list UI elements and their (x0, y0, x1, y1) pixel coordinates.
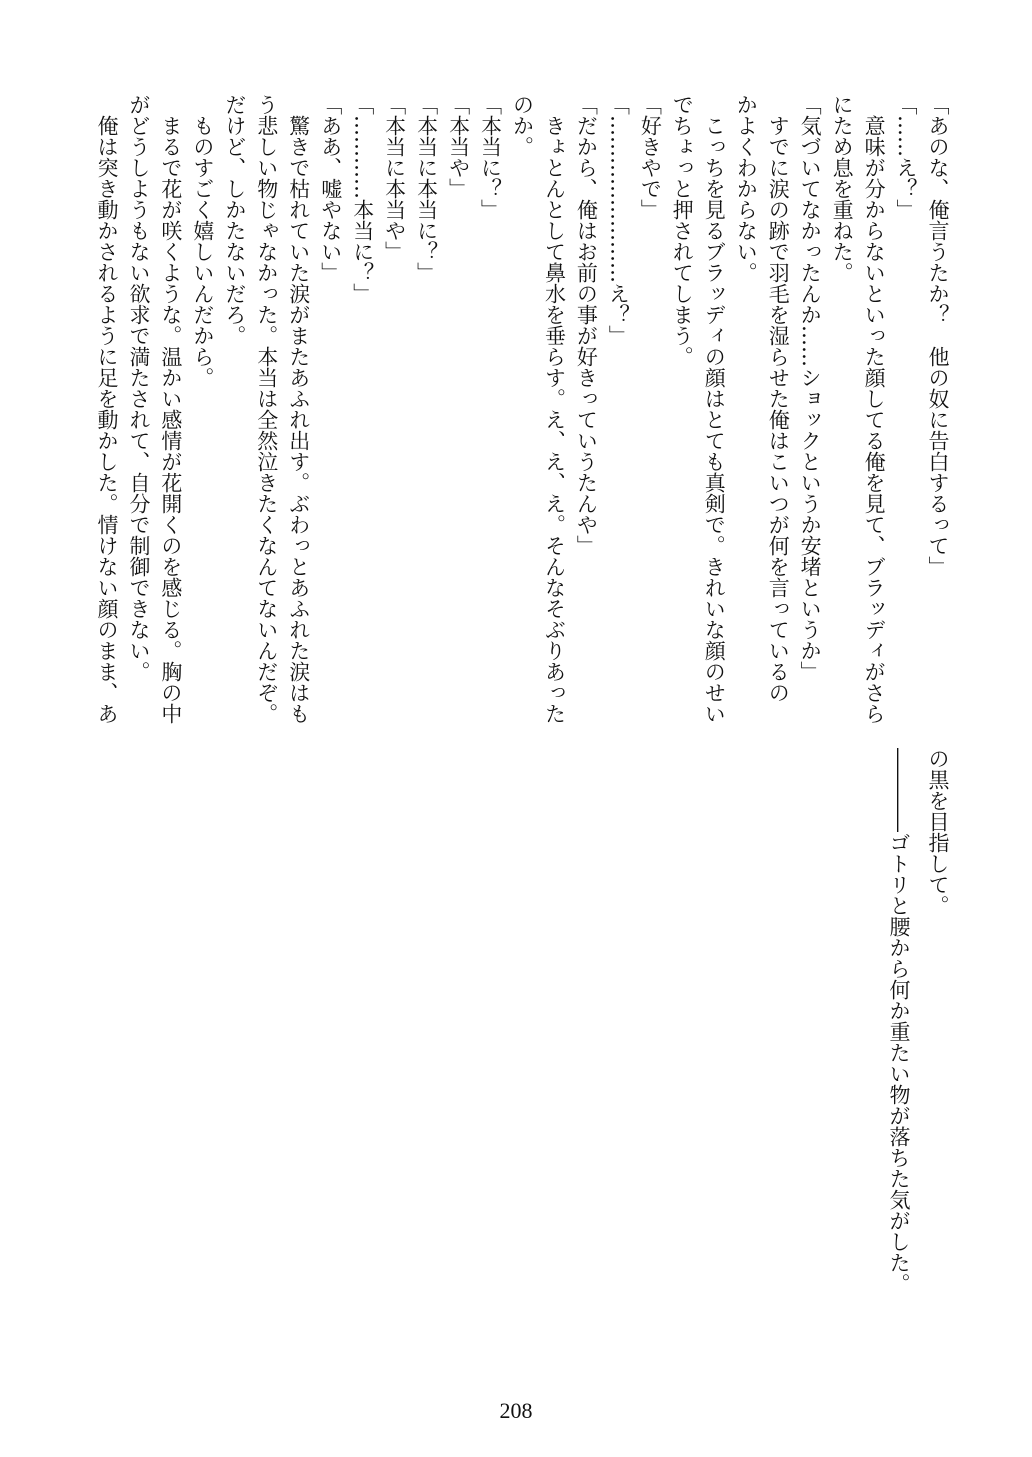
text-column: 驚きで枯れていた涙がまたあふれ出す。ぶわっとあふれた涙はも (286, 94, 311, 724)
text-column: のか。 (510, 94, 535, 157)
text-column: まるで花が咲くような。温かい感情が花開くのを感じる。胸の中 (158, 94, 183, 724)
text-column: 「…………本当に？」 (350, 94, 375, 304)
page-number: 208 (499, 1398, 533, 1423)
text-column: 「本当に本当に？」 (414, 94, 439, 283)
text-column: きょとんとして鼻水を垂らす。え、え、え。そんなそぶりあった (542, 94, 567, 724)
text-column: の黒を目指して。 (926, 748, 950, 916)
text-column: ――――ゴトリと腰から何か重たい物が落ちた気がした。 (887, 748, 911, 1294)
text-column: 「ああ、嘘やない」 (318, 94, 343, 283)
text-column: 「気づいてなかったんか……ショックというか安堵というか」 (798, 94, 823, 682)
text-column: 俺は突き動かされるように足を動かした。情けない顔のまま、あ (95, 94, 119, 724)
text-column: 「……え？」 (894, 94, 919, 220)
text-column: 「本当に？」 (478, 94, 503, 220)
text-column: 「本当や」 (446, 94, 471, 199)
text-column: がどうしようもない欲求で満たされて、自分で制御できない。 (126, 94, 151, 682)
text-column: だけど、しかたないだろ。 (222, 94, 247, 346)
text-column: すでに涙の跡で羽毛を湿らせた俺はこいつが何を言っているの (766, 94, 791, 703)
text-column: にため息を重ねた。 (830, 94, 855, 283)
text-column: ものすごく嬉しいんだから。 (190, 94, 215, 388)
text-column: う悲しい物じゃなかった。本当は全然泣きたくなんてないんだぞ。 (254, 94, 279, 724)
text-column: 意味が分からないといった顔してる俺を見て、ブラッディがさら (862, 94, 887, 724)
text-column: 「だから、俺はお前の事が好きっていうたんや」 (574, 94, 599, 556)
text-column: かよくわからない。 (734, 94, 759, 283)
text-column: 「好きやで」 (638, 94, 663, 220)
text-column: 「……………………え？」 (606, 94, 631, 346)
text-column: こっちを見るブラッディの顔はとても真剣で。きれいな顔のせい (702, 94, 727, 724)
text-column: 「あのな、俺言うたか？ 他の奴に告白するって」 (926, 94, 950, 577)
text-column: 「本当に本当や」 (382, 94, 407, 262)
text-column: でちょっと押されてしまう。 (670, 94, 695, 367)
